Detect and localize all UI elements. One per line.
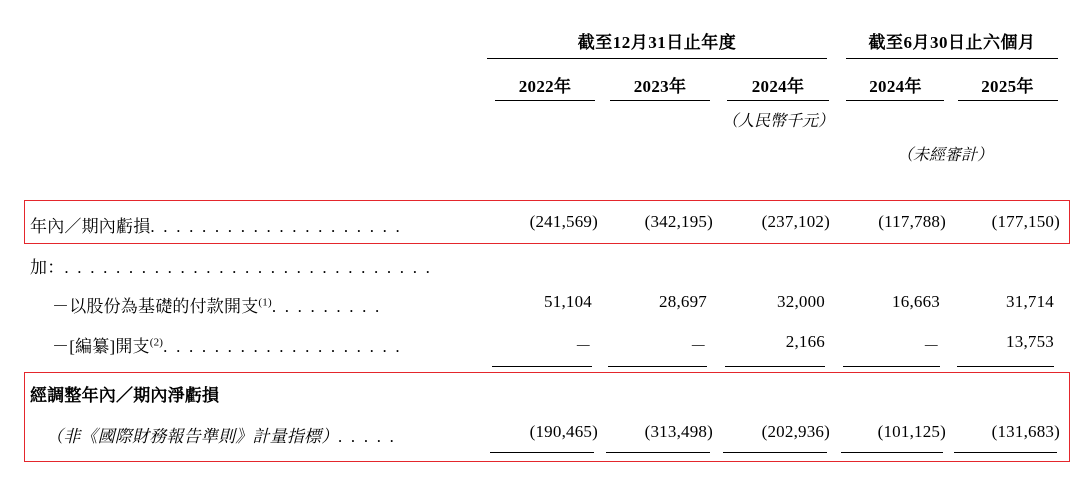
row-adjusted-loss-2022: (190,465) <box>529 422 598 441</box>
row-label-loss <box>30 212 402 237</box>
row-adjusted-loss-2024-interim: (101,125) <box>877 422 946 441</box>
row-loss-2024-annual: (237,102) <box>761 212 830 231</box>
total-bottom-rule-2023 <box>606 452 710 453</box>
column-header-2024-interim: 2024年 <box>869 77 922 96</box>
total-bottom-rule-2022 <box>490 452 594 453</box>
row-label-adjusted-loss-line2-text: （非《國際財務報告準則》計量指標） <box>46 427 339 446</box>
column-header-rule-2022 <box>495 100 595 101</box>
column-header-2022: 2022年 <box>518 77 572 96</box>
row-label-share-based-payment-text: －以股份為基礎的付款開支 <box>52 297 259 316</box>
total-rule-2022 <box>492 366 592 367</box>
column-header-2025-interim: 2025年 <box>981 77 1034 96</box>
row-label-share-based-payment <box>52 292 382 317</box>
row-adjusted-loss-2024-annual: (202,936) <box>761 422 830 441</box>
row-label-add <box>30 253 432 278</box>
row-label-adjusted-loss-line1: 經調整年內／期內淨虧損 <box>30 386 220 405</box>
row-listing-expense-2025-interim: 13,753 <box>1006 332 1054 351</box>
row-adjusted-loss-2023: (313,498) <box>644 422 713 441</box>
column-header-rule-2025-interim <box>958 100 1058 101</box>
row-listing-expense-2022: － <box>574 337 592 356</box>
row-label-listing-expense-footnote: (2) <box>149 336 164 349</box>
total-bottom-rule-2025-interim <box>954 452 1057 453</box>
total-bottom-rule-2024-annual <box>723 452 827 453</box>
row-share-based-payment-2024-interim: 16,663 <box>892 292 940 311</box>
column-header-rule-2023 <box>610 100 710 101</box>
row-label-add-dots: . . . . . . . . . . . . . . . . . . . . . . . . . . . . . <box>64 258 433 277</box>
row-label-loss-dots: . . . . . . . . . . . . . . . . . . . . <box>150 217 402 236</box>
row-label-share-based-payment-dots: . . . . . . . . . <box>271 297 382 316</box>
column-header-2024-annual: 2024年 <box>751 77 805 96</box>
group-header-annual: 截至12月31日止年度 <box>577 33 737 52</box>
row-adjusted-loss-2025-interim: (131,683) <box>991 422 1060 441</box>
group-header-annual-rule <box>487 58 827 59</box>
row-share-based-payment-2022: 51,104 <box>544 292 592 311</box>
row-share-based-payment-2023: 28,697 <box>659 292 707 311</box>
row-label-listing-expense <box>52 332 402 357</box>
row-loss-2023: (342,195) <box>644 212 713 231</box>
total-rule-2025-interim <box>957 366 1054 367</box>
row-listing-expense-2024-interim: － <box>922 337 940 356</box>
column-header-rule-2024-annual <box>727 100 829 101</box>
row-share-based-payment-2024-annual: 32,000 <box>777 292 825 311</box>
row-label-adjusted-loss-line2 <box>46 422 396 447</box>
unit-note: （人民幣千元） <box>721 113 834 130</box>
row-loss-2024-interim: (117,788) <box>878 212 946 231</box>
total-rule-2024-annual <box>725 366 825 367</box>
row-listing-expense-2024-annual: 2,166 <box>785 332 825 351</box>
total-rule-2024-interim <box>843 366 940 367</box>
total-bottom-rule-2024-interim <box>841 452 943 453</box>
group-header-interim: 截至6月30日止六個月 <box>868 33 1036 52</box>
row-loss-2025-interim: (177,150) <box>991 212 1060 231</box>
row-share-based-payment-2025-interim: 31,714 <box>1006 292 1054 311</box>
row-loss-2022: (241,569) <box>529 212 598 231</box>
row-label-listing-expense-text: －[編纂]開支 <box>52 337 150 356</box>
column-header-2023: 2023年 <box>633 77 687 96</box>
row-listing-expense-2023: － <box>689 337 707 356</box>
group-header-interim-rule <box>846 58 1058 59</box>
audit-note: （未經審計） <box>896 147 993 164</box>
row-label-listing-expense-dots: . . . . . . . . . . . . . . . . . . . <box>163 337 402 356</box>
total-rule-2023 <box>608 366 707 367</box>
row-label-loss-text: 年內／期內虧損 <box>30 217 151 236</box>
row-label-adjusted-loss-dots: . . . . . <box>338 427 397 446</box>
row-label-share-based-payment-footnote: (1) <box>258 296 272 309</box>
column-header-rule-2024-interim <box>846 100 944 101</box>
row-label-add-text: 加： <box>30 258 65 277</box>
